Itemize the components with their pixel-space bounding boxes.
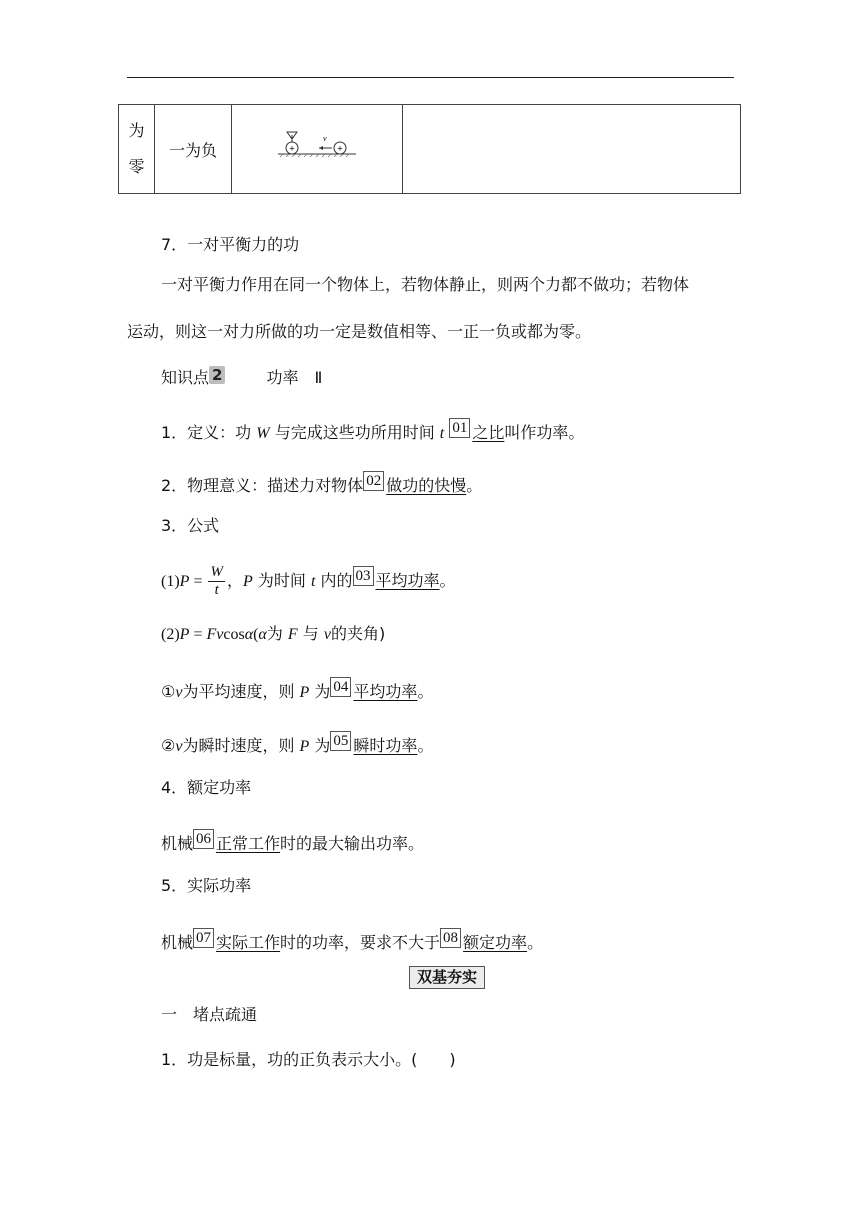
answer-text: 做功的快慢 xyxy=(386,476,467,495)
symbol-v: v xyxy=(175,684,183,701)
text: (1) xyxy=(161,573,180,590)
case-1-line xyxy=(161,677,433,703)
symbol-alpha: α xyxy=(258,626,267,643)
symbol-W: W xyxy=(256,425,270,442)
symbol-v: v xyxy=(175,738,183,755)
table-cell-empty xyxy=(403,105,741,194)
blank-number-box: 04 xyxy=(330,677,351,697)
meaning-line xyxy=(161,471,482,496)
blank-number-box: 06 xyxy=(193,829,214,849)
summary-table-fragment xyxy=(118,104,741,194)
text: ② xyxy=(161,736,176,755)
rated-power-line xyxy=(161,829,424,854)
answer-text: 瞬时功率 xyxy=(353,736,418,755)
blank-number-box: 07 xyxy=(193,928,214,948)
text: 2．物理意义：描述力对物体 xyxy=(161,476,364,495)
actual-power-line xyxy=(161,928,543,953)
formula-heading: 3．公式 xyxy=(161,516,220,535)
blank-number-box: 01 xyxy=(449,418,470,438)
text: 为瞬时速度，则 xyxy=(182,736,300,755)
text: 。 xyxy=(466,476,483,495)
table-cell-sign: 一为负 xyxy=(155,105,232,194)
text: 为平均速度，则 xyxy=(182,682,300,701)
text: 时的最大输出功率。 xyxy=(280,834,425,853)
section-7-line1: 一对平衡力作用在同一个物体上，若物体静止，则两个力都不做功；若物体 xyxy=(161,275,690,294)
answer-text: 平均功率 xyxy=(353,682,418,701)
symbol-F: F xyxy=(206,626,217,643)
text: ( xyxy=(253,626,259,643)
table-cell-figure xyxy=(232,105,403,194)
svg-text:+: + xyxy=(337,143,343,154)
text: (2) xyxy=(161,626,180,643)
text: 机械 xyxy=(161,834,194,853)
text: 内的 xyxy=(315,571,353,590)
velocity-label: v xyxy=(323,134,327,143)
text: 的夹角) xyxy=(331,624,386,643)
motion-diagram-figure xyxy=(272,130,362,164)
cell-text: 零 xyxy=(128,157,145,176)
answer-text: 实际工作 xyxy=(216,933,281,952)
text: 为 xyxy=(309,736,331,755)
symbol-F: F xyxy=(287,626,298,643)
answer-text: 额定功率 xyxy=(463,933,528,952)
symbol-P: P xyxy=(179,573,190,590)
text: 与 xyxy=(297,624,324,643)
blank-number-box: 03 xyxy=(353,566,374,586)
case-2-line xyxy=(161,731,433,757)
symbol-v: v xyxy=(323,626,331,643)
definition-line xyxy=(161,418,584,444)
text: 叫作功率。 xyxy=(504,423,585,442)
section-7-line2: 运动，则这一对力所做的功一定是数值相等、一正一负或都为零。 xyxy=(127,322,592,341)
text: 。 xyxy=(439,571,456,590)
table-cell-case xyxy=(119,105,155,194)
kp-title: 功率 Ⅱ xyxy=(266,368,323,387)
symbol-P: P xyxy=(299,684,310,701)
text: 为时间 xyxy=(252,571,311,590)
symbol-v: v xyxy=(216,626,224,643)
text: = xyxy=(189,573,207,590)
svg-text:+: + xyxy=(289,143,295,154)
text: ， xyxy=(226,571,243,590)
text: 1．定义：功 xyxy=(161,423,257,442)
text: 时的功率，要求不大于 xyxy=(280,933,441,952)
fraction-W-over-t xyxy=(208,564,225,599)
text: 为 xyxy=(309,682,331,701)
rated-power-heading: 4．额定功率 xyxy=(161,778,252,797)
symbol-P: P xyxy=(299,738,310,755)
formula-2-line xyxy=(161,624,385,645)
answer-text: 平均功率 xyxy=(375,571,440,590)
text: 。 xyxy=(527,933,544,952)
symbol-t: t xyxy=(439,425,445,442)
text: 。 xyxy=(417,736,434,755)
blank-number-box: 08 xyxy=(440,928,461,948)
text: 与完成这些功所用时间 xyxy=(269,423,440,442)
symbol-t: t xyxy=(310,573,316,590)
numerator: W xyxy=(210,564,223,580)
question-1: 1．功是标量，功的正负表示大小。( ) xyxy=(161,1050,456,1069)
text-cos: cos xyxy=(223,626,245,643)
blank-number-box: 02 xyxy=(363,471,384,491)
actual-power-heading: 5．实际功率 xyxy=(161,876,252,895)
symbol-P: P xyxy=(179,626,190,643)
section-7-heading: 7．一对平衡力的功 xyxy=(161,235,300,254)
answer-text: 正常工作 xyxy=(216,834,281,853)
text: = xyxy=(189,626,207,643)
symbol-P: P xyxy=(242,573,253,590)
section-label-box: 双基夯实 xyxy=(409,966,485,989)
text: 机械 xyxy=(161,933,194,952)
knowledge-point-heading xyxy=(161,366,322,388)
cell-text: 为 xyxy=(128,121,145,140)
blank-number-box: 05 xyxy=(330,731,351,751)
answer-text: 之比 xyxy=(472,423,505,442)
kp-number-badge: 2 xyxy=(209,366,225,384)
kp-label: 知识点 xyxy=(161,368,210,387)
symbol-alpha: α xyxy=(244,626,254,643)
header-rule xyxy=(127,77,734,78)
text: 。 xyxy=(417,682,434,701)
subsection-heading: 一 堵点疏通 xyxy=(161,1005,258,1024)
formula-1-line xyxy=(161,561,456,602)
text: ① xyxy=(161,682,176,701)
text: 为 xyxy=(266,624,288,643)
denominator: t xyxy=(214,582,219,598)
